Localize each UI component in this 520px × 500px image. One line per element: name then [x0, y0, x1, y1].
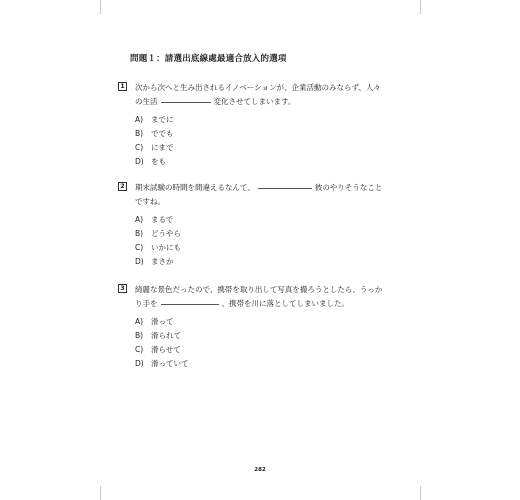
answer-blank: [258, 182, 312, 189]
option-d[interactable]: D) 滑っていて: [135, 359, 189, 368]
option-c[interactable]: C) にまで: [135, 143, 174, 152]
option-b[interactable]: B) ででも: [135, 129, 174, 138]
page-title: 問題１：請選出底線處最適合放入的選項: [130, 54, 287, 64]
answer-blank: [161, 96, 211, 103]
option-b[interactable]: B) どうやら: [135, 229, 181, 238]
question-text-line1: 次から次へと生み出されるイノベーションが、企業活動のみならず、人々: [135, 83, 381, 92]
question-number: 3: [118, 284, 127, 293]
option-d[interactable]: D) まさか: [135, 257, 174, 266]
page-number: 282: [254, 467, 266, 473]
crop-mark-top-right: [420, 0, 421, 14]
crop-mark-bottom-right: [420, 486, 421, 500]
option-d[interactable]: D) をも: [135, 157, 166, 166]
option-a[interactable]: A) まるで: [135, 215, 174, 224]
question-text-line2: ですね。: [135, 197, 165, 206]
question-text-line1: 期末試験の時間を間違えるなんて、 彼のやりそうなこと: [135, 183, 383, 192]
option-c[interactable]: C) 滑らせて: [135, 345, 181, 354]
question-text-line2: の生活 変化させてしまいます。: [135, 97, 296, 106]
crop-mark-top-left: [100, 0, 101, 14]
question-text-line1: 綺麗な景色だったので、携帯を取り出して写真を撮ろうとしたら、うっか: [135, 285, 383, 294]
option-b[interactable]: B) 滑られて: [135, 331, 181, 340]
question-text-line2: り手を 、携帯を川に落としてしまいました。: [135, 299, 349, 308]
crop-mark-bottom-left: [100, 486, 101, 500]
question-number: 1: [118, 82, 127, 91]
question-number: 2: [118, 182, 127, 191]
option-a[interactable]: A) 滑って: [135, 317, 174, 326]
option-c[interactable]: C) いかにも: [135, 243, 181, 252]
answer-blank: [161, 298, 219, 305]
option-a[interactable]: A) までに: [135, 115, 174, 124]
